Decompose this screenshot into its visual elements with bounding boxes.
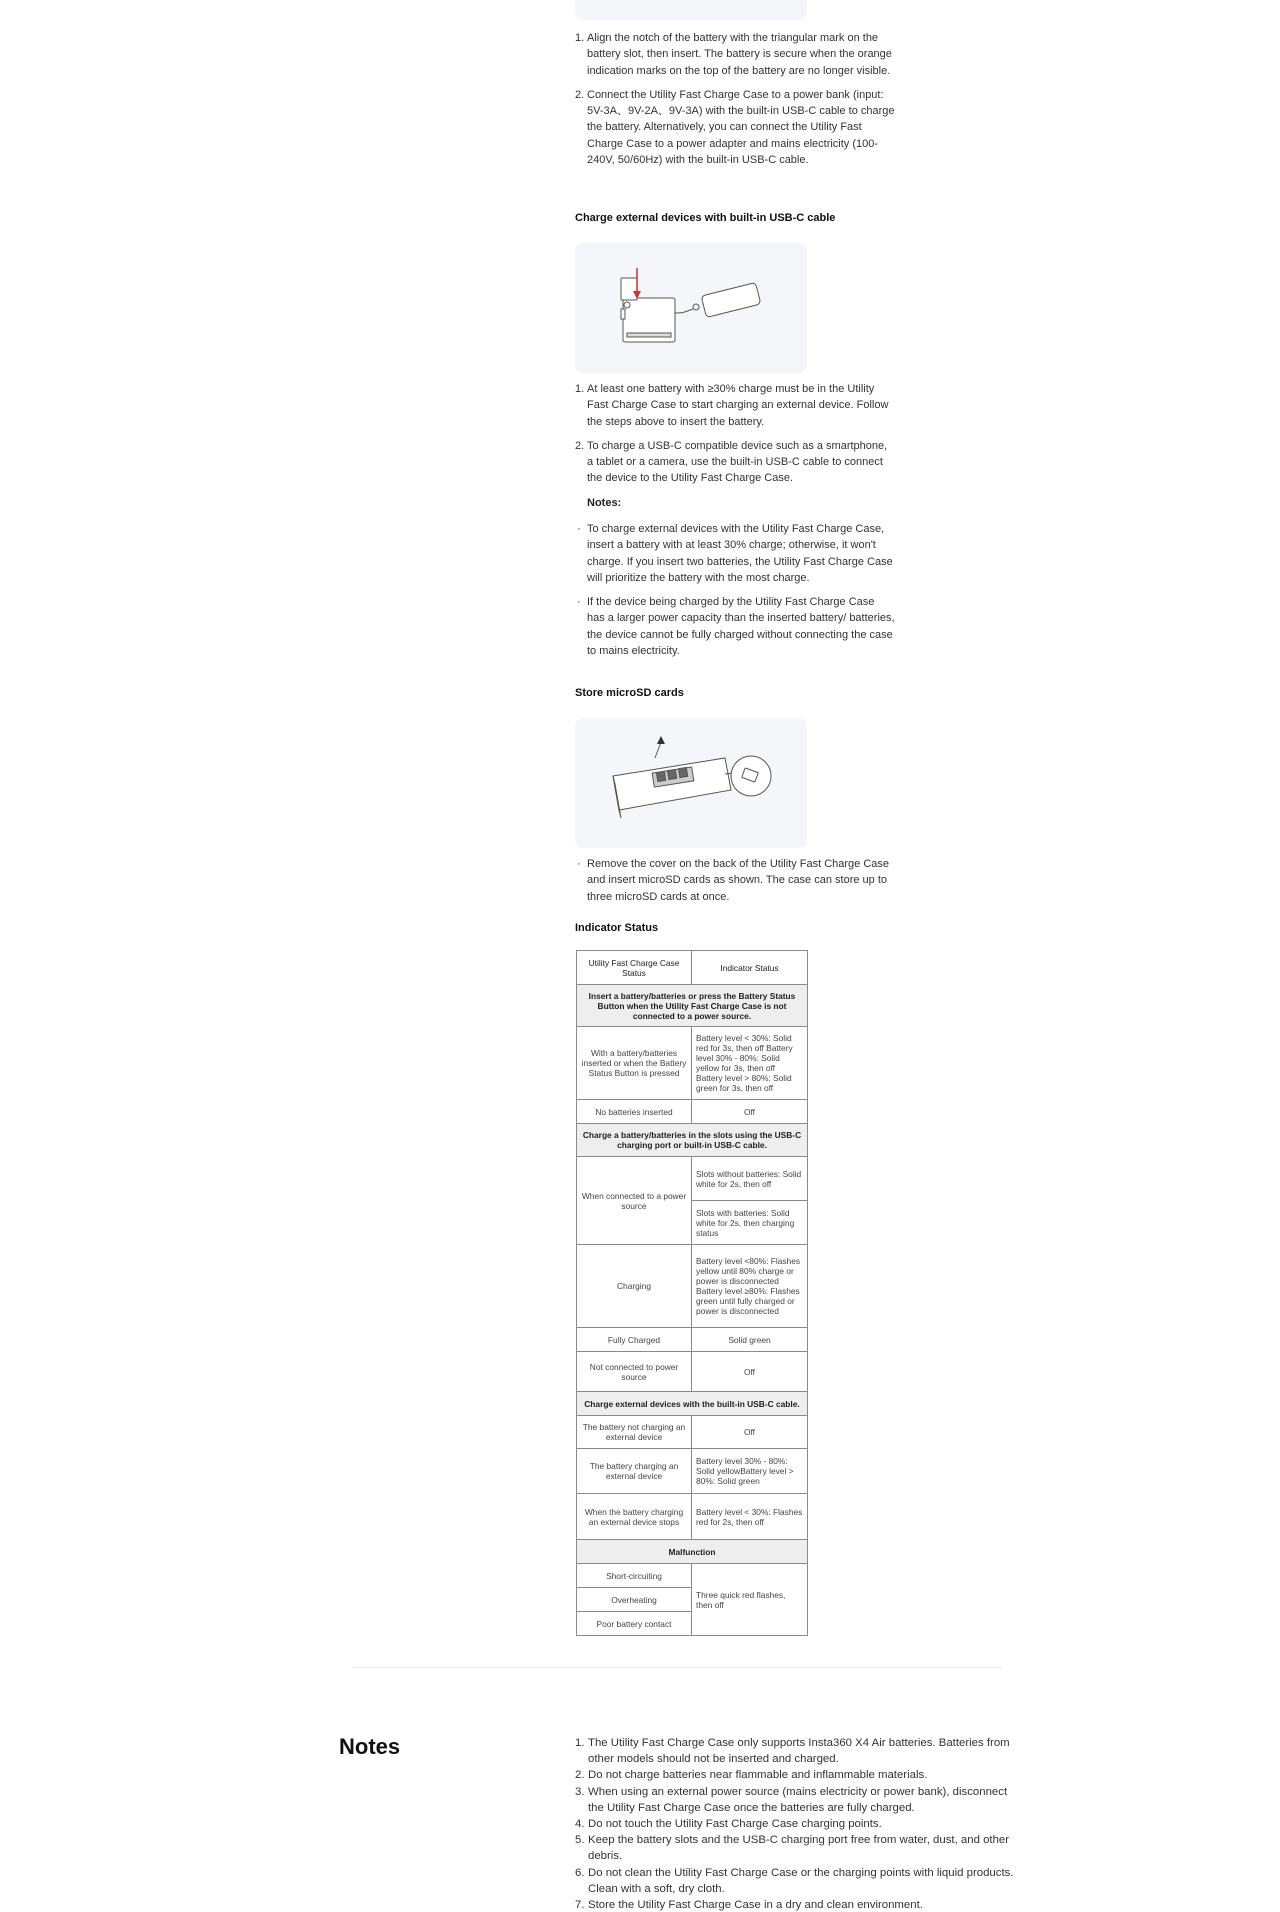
microsd-notes	[575, 856, 895, 913]
table-group-row	[577, 1124, 808, 1157]
charge-external-notes	[575, 521, 895, 667]
table-cell: Battery level 30% - 80%: Solid yellowBattery level > 80%: Solid green	[692, 1449, 808, 1494]
table-group-row	[577, 1540, 808, 1564]
table-row	[577, 1100, 808, 1124]
list-item: · If the device being charged by the Utility Fast Charge Case has a larger power capacity than the inserted battery/ batteries, the device cannot be fully charged without connecting the case to mains electricity.	[577, 596, 895, 658]
table-row	[577, 1494, 808, 1540]
table-cell: Battery level < 30%: Solid red for 3s, then off Battery level 30% - 80%: Solid yellow for 3s, then off Battery level > 80%: Solid green for 3s, then off	[692, 1027, 808, 1100]
table-row	[577, 1027, 808, 1100]
list-item: 7. Store the Utility Fast Charge Case in a dry and clean environment.	[575, 1899, 923, 1912]
table-row	[577, 1352, 808, 1392]
section-divider	[352, 1667, 1002, 1668]
microsd-storage-illustration	[575, 718, 807, 848]
list-item: 3. When using an external power source (mains electricity or power bank), disconnect the Utility Fast Charge Case once the batteries are fully charged.	[575, 1785, 1008, 1814]
section-title-microsd: Store microSD cards	[575, 687, 684, 699]
table-row	[577, 1245, 808, 1328]
table-cell: Battery level <80%: Flashes yellow until 80% charge or power is disconnected Battery level ≥80%: Flashes green until fully charged or power is disconnected	[692, 1245, 808, 1328]
table-cell: No batteries inserted	[577, 1100, 692, 1124]
charge-external-device-icon	[575, 243, 807, 373]
table-cell: Off	[692, 1100, 808, 1124]
table-cell: Charging	[577, 1245, 692, 1328]
section-title-charge-external: Charge external devices with built-in USB-C cable	[575, 212, 836, 224]
list-item: 1. The Utility Fast Charge Case only supports Insta360 X4 Air batteries. Batteries from other models should not be inserted and charged.	[575, 1737, 1010, 1766]
list-item: 6. Do not clean the Utility Fast Charge Case or the charging points with liquid products. Clean with a soft, dry cloth.	[575, 1866, 1014, 1895]
table-row	[577, 1564, 808, 1588]
list-item: 4. Do not touch the Utility Fast Charge Case charging points.	[575, 1818, 882, 1831]
table-group-cell: Insert a battery/batteries or press the Battery Status Button when the Utility Fast Charge Case is not connected to a power source.	[577, 985, 808, 1027]
list-item: 5. Keep the battery slots and the USB-C charging port free from water, dust, and other debris.	[575, 1834, 1010, 1863]
microsd-storage-icon	[575, 718, 807, 848]
table-group-cell: Malfunction	[577, 1540, 808, 1564]
list-item: 1. At least one battery with ≥30% charge must be in the Utility Fast Charge Case to start charging an external device. Follow the steps above to insert the battery.	[575, 383, 889, 428]
table-cell: When the battery charging an external device stops	[577, 1494, 692, 1540]
list-item: 2. Connect the Utility Fast Charge Case to a power bank (input: 5V-3A、9V-2A、9V-3A) with the built-in USB-C cable to charge the battery. Alternatively, you can connect the Utility Fast Charge Case to a power adapter and mains electricity (100-240V, 50/60Hz) with the built-in USB-C cable.	[575, 88, 895, 167]
table-header-cell: Indicator Status	[692, 951, 808, 985]
table-header-cell: Utility Fast Charge Case Status	[577, 951, 692, 985]
battery-insert-illustration	[575, 0, 807, 20]
table-row	[577, 1416, 808, 1449]
table-cell: Off	[692, 1352, 808, 1392]
indicator-status-table	[576, 950, 808, 1636]
table-cell: Overheating	[577, 1588, 692, 1612]
table-group-row	[577, 1392, 808, 1416]
list-item: · To charge external devices with the Utility Fast Charge Case, insert a battery with at least 30% charge; otherwise, it won't charge. If you insert two batteries, the Utility Fast Charge Case will prioritize the battery with the most charge.	[577, 523, 893, 584]
table-cell: The battery not charging an external device	[577, 1416, 692, 1449]
list-item: · Remove the cover on the back of the Utility Fast Charge Case and insert microSD cards as shown. The case can store up to three microSD cards at once.	[577, 858, 890, 903]
table-cell: Solid green	[692, 1328, 808, 1352]
charge-battery-steps	[575, 30, 895, 176]
table-row	[577, 1449, 808, 1494]
table-cell: Battery level < 30%: Flashes red for 2s, then off	[692, 1494, 808, 1540]
table-cell: Fully Charged	[577, 1328, 692, 1352]
notes-label: Notes:	[587, 497, 622, 509]
table-group-cell: Charge external devices with the built-in USB-C cable.	[577, 1392, 808, 1416]
section-title-indicator: Indicator Status	[575, 922, 659, 934]
table-group-row	[577, 985, 808, 1027]
table-row	[577, 1157, 808, 1201]
list-item: 2. To charge a USB-C compatible device such as a smartphone, a tablet or a camera, use the built-in USB-C cable to connect the device to the Utility Fast Charge Case.	[575, 439, 888, 485]
table-cell: Not connected to power source	[577, 1352, 692, 1392]
table-cell: Slots with batteries: Solid white for 2s, then charging status	[692, 1201, 808, 1245]
notes-heading: Notes	[339, 1734, 401, 1759]
table-cell: Poor battery contact	[577, 1612, 692, 1636]
list-item: 1. Align the notch of the battery with the triangular mark on the battery slot, then insert. The battery is secure when the orange indication marks on the top of the battery are no longer visible.	[575, 32, 892, 77]
charge-external-device-illustration	[575, 243, 807, 373]
table-group-cell: Charge a battery/batteries in the slots using the USB-C charging port or built-in USB-C cable.	[577, 1124, 808, 1157]
list-item: 2. Do not charge batteries near flammable and inflammable materials.	[575, 1769, 928, 1782]
table-row	[577, 1328, 808, 1352]
table-cell: Slots without batteries: Solid white for 2s, then off	[692, 1157, 808, 1201]
table-cell: When connected to a power source	[577, 1157, 692, 1245]
table-cell: The battery charging an external device	[577, 1449, 692, 1494]
table-header-row	[577, 951, 808, 985]
table-cell: Three quick red flashes, then off	[692, 1564, 808, 1636]
table-cell: With a battery/batteries inserted or when the Battery Status Button is pressed	[577, 1027, 692, 1100]
table-cell: Off	[692, 1416, 808, 1449]
table-cell: Short-circuiting	[577, 1564, 692, 1588]
charge-external-steps	[575, 381, 895, 495]
notes-list	[575, 1735, 1025, 1912]
